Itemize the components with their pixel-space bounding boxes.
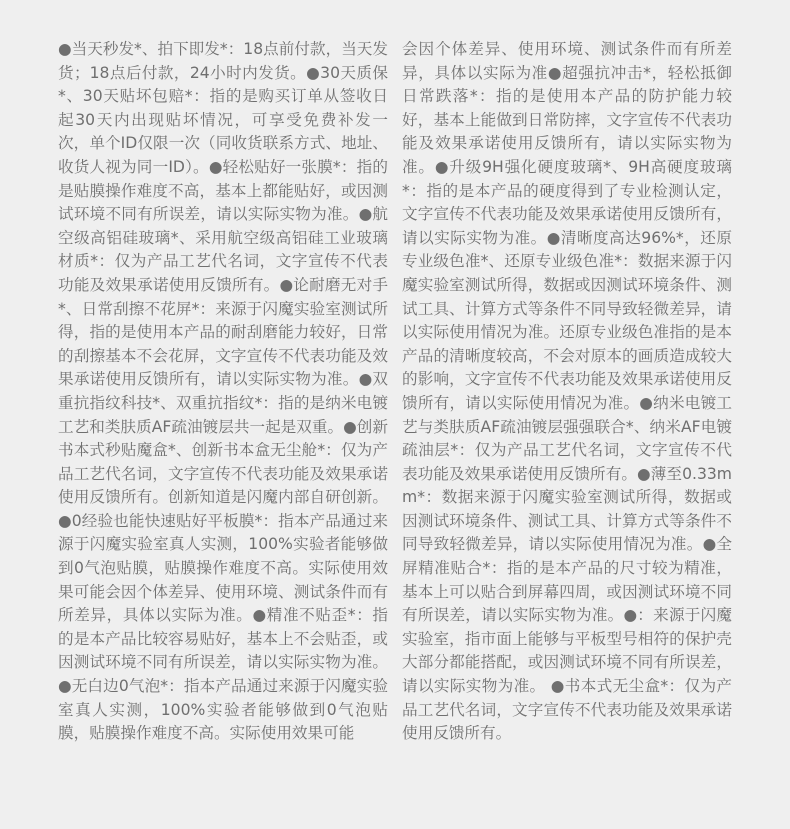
disclaimer-left-column: ●当天秒发*、拍下即发*：18点前付款，当天发货；18点后付款，24小时内发货。●30天质保*、30天贴坏包赔*：指的是购买订单从签收日起30天内出现贴坏情况，可享受免费补发一次，单个ID仅限一次（同收货联系方式、地址、收货人视为同一ID）。●轻松贴好一张膜*：指的是贴膜操作难度不高，基本上都能贴好，或因测试环境不同有所误差，请以实际实物为准。●航空级高铝硅玻璃*、采用航空级高铝硅工业玻璃材质*：仅为产品工艺代名词，文字宣传不代表功能及效果承诺使用反馈所有。●论耐磨无对手*、日常刮擦不花屏*：来源于闪魔实验室测试所得，指的是使用本产品的耐刮磨能力较好，日常的刮擦基本不会花屏，文字宣传不代表功能及效果承诺使用反馈所有，请以实际实物为准。●双重抗指纹科技*、双重抗指纹*：指的是纳米电镀工艺和类肤质AF疏油镀层共一起是双重。●创新书本式秒贴魔盒*、创新书本盒无尘舱*：仅为产品工艺代名词，文字宣传不代表功能及效果承诺使用反馈所有。创新知道是闪魔内部自研创新。●0经验也能快速贴好平板膜*：指本产品通过来源于闪魔实验室真人实测，100%实验者能够做到0气泡贴膜，贴膜操作难度不高。实际使用效果可能会因个体差异、使用环境、测试条件而有所差异，具体以实际为准。●精准不贴歪*：指的是本产品比较容易贴好，基本上不会贴歪，或因测试环境不同有所误差，请以实际实物为准。●无白边0气泡*：指本产品通过来源于闪魔实验室真人实测，100%实验者能够做到0气泡贴膜，贴膜操作难度不高。实际使用效果可能 bbox=[58, 40, 388, 743]
disclaimer-right-column: 会因个体差异、使用环境、测试条件而有所差异，具体以实际为准●超强抗冲击*，轻松抵御日常跌落*：指的是使用本产品的防护能力较好，基本上能做到日常防摔，文字宣传不代表功能及效果承诺使用反馈所有，请以实际实物为准。●升级9H强化硬度玻璃*、9H高硬度玻璃*：指的是本产品的硬度得到了专业检测认定，文字宣传不代表功能及效果承诺使用反馈所有，请以实际实物为准。●清晰度高达96%*，还原专业级色准*、还原专业级色准*：数据来源于闪魔实验室测试所得，数据或因测试环境条件、测试工具、计算方式等条件不同导致轻微差异，请以实际使用情况为准。还原专业级色准指的是本产品的清晰度较高，不会对原本的画质造成较大的影响，文字宣传不代表功能及效果承诺使用反馈所有，请以实际使用情况为准。●纳米电镀工艺与类肤质AF疏油镀层强强联合*、纳米AF电镀疏油层*：仅为产品工艺代名词，文字宣传不代表功能及效果承诺使用反馈所有。●薄至0.33mm*：数据来源于闪魔实验室测试所得，数据或因测试环境条件、测试工具、计算方式等条件不同导致轻微差异，请以实际使用情况为准。●全屏精准贴合*：指的是本产品的尺寸较为精准，基本上可以贴合到屏幕四周，或因测试环境不同有所误差，请以实际实物为准。●：来源于闪魔实验室，指市面上能够与平板型号相符的保护壳大部分都能搭配，或因测试环境不同有所误差，请以实际实物为准。 ●书本式无尘盒*：仅为产品工艺代名词，文字宣传不代表功能及效果承诺使用反馈所有。 bbox=[402, 40, 732, 743]
